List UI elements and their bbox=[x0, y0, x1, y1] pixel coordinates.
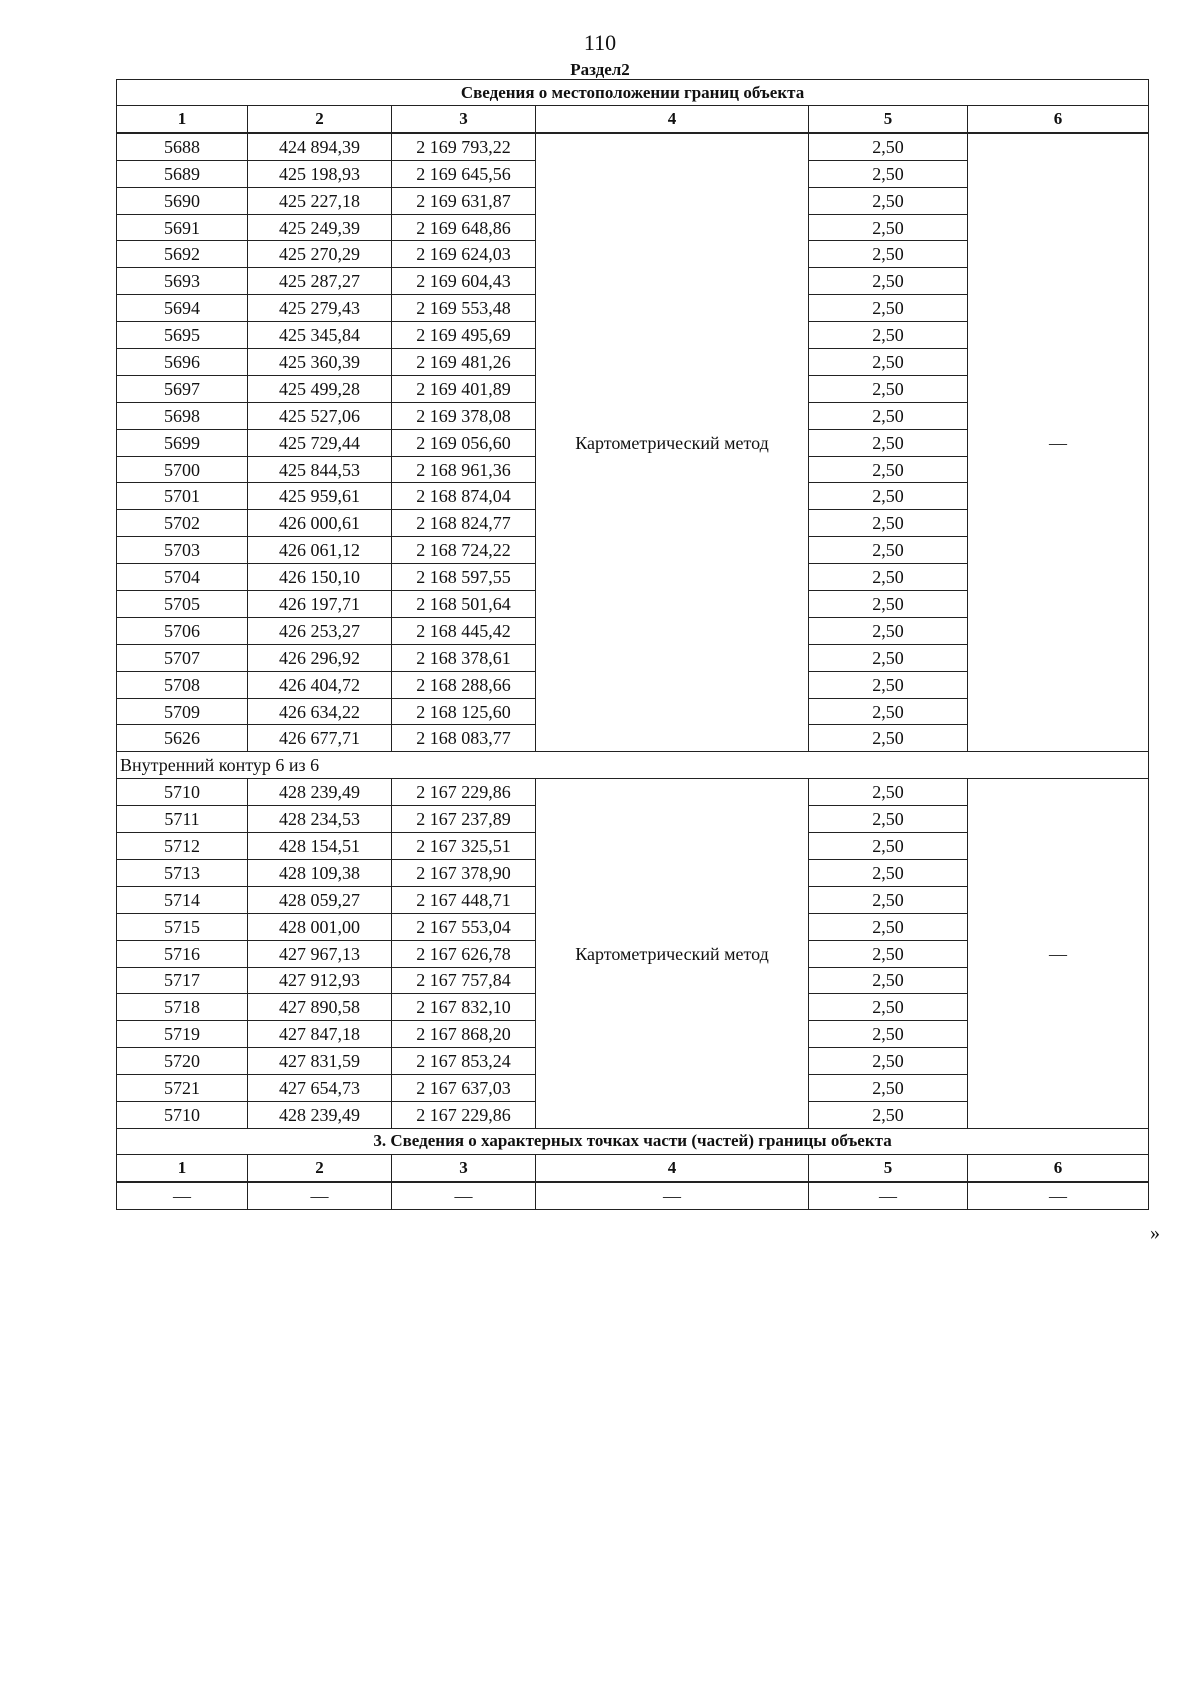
y-coordinate-cell: 2 167 229,86 bbox=[392, 1101, 536, 1128]
y-coordinate-cell: 2 167 637,03 bbox=[392, 1075, 536, 1102]
accuracy-cell: 2,50 bbox=[809, 187, 968, 214]
table-title: Сведения о местоположении границ объекта bbox=[117, 80, 1149, 106]
x-coordinate-cell: 428 109,38 bbox=[248, 859, 392, 886]
accuracy-cell: 2,50 bbox=[809, 1075, 968, 1102]
point-number-cell: 5719 bbox=[117, 1021, 248, 1048]
accuracy-cell: 2,50 bbox=[809, 833, 968, 860]
point-number-cell: 5701 bbox=[117, 483, 248, 510]
accuracy-cell: 2,50 bbox=[809, 1021, 968, 1048]
x-coordinate-cell: 428 239,49 bbox=[248, 779, 392, 806]
accuracy-cell: 2,50 bbox=[809, 456, 968, 483]
x-coordinate-cell: 428 234,53 bbox=[248, 806, 392, 833]
y-coordinate-cell: 2 168 445,42 bbox=[392, 617, 536, 644]
contour-label: Внутренний контур 6 из 6 bbox=[117, 752, 1149, 779]
x-coordinate-cell: 425 527,06 bbox=[248, 402, 392, 429]
accuracy-cell: 2,50 bbox=[809, 859, 968, 886]
x-coordinate-cell: 425 729,44 bbox=[248, 429, 392, 456]
column-number: 5 bbox=[809, 1154, 968, 1181]
y-coordinate-cell: 2 169 631,87 bbox=[392, 187, 536, 214]
x-coordinate-cell: 426 677,71 bbox=[248, 725, 392, 752]
point-number-cell: 5706 bbox=[117, 617, 248, 644]
contour-row bbox=[117, 752, 1149, 779]
accuracy-cell: 2,50 bbox=[809, 591, 968, 618]
accuracy-cell: 2,50 bbox=[809, 725, 968, 752]
x-coordinate-cell: 425 279,43 bbox=[248, 295, 392, 322]
y-coordinate-cell: 2 168 501,64 bbox=[392, 591, 536, 618]
x-coordinate-cell: 426 000,61 bbox=[248, 510, 392, 537]
accuracy-cell: 2,50 bbox=[809, 1101, 968, 1128]
accuracy-cell: 2,50 bbox=[809, 322, 968, 349]
point-number-cell: 5711 bbox=[117, 806, 248, 833]
point-number-cell: 5710 bbox=[117, 779, 248, 806]
accuracy-cell: 2,50 bbox=[809, 429, 968, 456]
point-number-cell: 5699 bbox=[117, 429, 248, 456]
accuracy-cell: 2,50 bbox=[809, 483, 968, 510]
accuracy-cell: 2,50 bbox=[809, 806, 968, 833]
point-number-cell: 5708 bbox=[117, 671, 248, 698]
empty-cell: — bbox=[392, 1182, 536, 1209]
y-coordinate-cell: 2 168 597,55 bbox=[392, 564, 536, 591]
x-coordinate-cell: 425 844,53 bbox=[248, 456, 392, 483]
x-coordinate-cell: 426 634,22 bbox=[248, 698, 392, 725]
x-coordinate-cell: 428 059,27 bbox=[248, 886, 392, 913]
accuracy-cell: 2,50 bbox=[809, 994, 968, 1021]
column-number: 4 bbox=[536, 1154, 809, 1181]
y-coordinate-cell: 2 168 125,60 bbox=[392, 698, 536, 725]
method-cell: Картометрический метод bbox=[536, 133, 809, 752]
column-number: 1 bbox=[117, 1154, 248, 1181]
y-coordinate-cell: 2 168 378,61 bbox=[392, 644, 536, 671]
point-number-cell: 5700 bbox=[117, 456, 248, 483]
y-coordinate-cell: 2 168 288,66 bbox=[392, 671, 536, 698]
point-number-cell: 5690 bbox=[117, 187, 248, 214]
section-label: Раздел2 bbox=[570, 60, 630, 79]
accuracy-cell: 2,50 bbox=[809, 913, 968, 940]
y-coordinate-cell: 2 167 553,04 bbox=[392, 913, 536, 940]
point-number-cell: 5689 bbox=[117, 160, 248, 187]
point-number-cell: 5703 bbox=[117, 537, 248, 564]
point-number-cell: 5698 bbox=[117, 402, 248, 429]
point-number-cell: 5705 bbox=[117, 591, 248, 618]
accuracy-cell: 2,50 bbox=[809, 133, 968, 160]
x-coordinate-cell: 427 890,58 bbox=[248, 994, 392, 1021]
y-coordinate-cell: 2 169 401,89 bbox=[392, 375, 536, 402]
point-number-cell: 5717 bbox=[117, 967, 248, 994]
description-cell: — bbox=[968, 133, 1149, 752]
point-number-cell: 5715 bbox=[117, 913, 248, 940]
point-number-cell: 5691 bbox=[117, 214, 248, 241]
y-coordinate-cell: 2 169 604,43 bbox=[392, 268, 536, 295]
x-coordinate-cell: 425 287,27 bbox=[248, 268, 392, 295]
y-coordinate-cell: 2 167 868,20 bbox=[392, 1021, 536, 1048]
x-coordinate-cell: 428 239,49 bbox=[248, 1101, 392, 1128]
y-coordinate-cell: 2 167 237,89 bbox=[392, 806, 536, 833]
x-coordinate-cell: 427 847,18 bbox=[248, 1021, 392, 1048]
x-coordinate-cell: 425 198,93 bbox=[248, 160, 392, 187]
point-number-cell: 5695 bbox=[117, 322, 248, 349]
accuracy-cell: 2,50 bbox=[809, 967, 968, 994]
boundary-table bbox=[116, 79, 1149, 1210]
column-number: 6 bbox=[968, 1154, 1149, 1181]
y-coordinate-cell: 2 168 724,22 bbox=[392, 537, 536, 564]
table-row bbox=[117, 779, 1149, 806]
x-coordinate-cell: 425 249,39 bbox=[248, 214, 392, 241]
point-number-cell: 5707 bbox=[117, 644, 248, 671]
accuracy-cell: 2,50 bbox=[809, 160, 968, 187]
parts-section bbox=[117, 1128, 1149, 1209]
x-coordinate-cell: 428 154,51 bbox=[248, 833, 392, 860]
x-coordinate-cell: 426 404,72 bbox=[248, 671, 392, 698]
y-coordinate-cell: 2 167 378,90 bbox=[392, 859, 536, 886]
accuracy-cell: 2,50 bbox=[809, 564, 968, 591]
x-coordinate-cell: 425 270,29 bbox=[248, 241, 392, 268]
y-coordinate-cell: 2 169 648,86 bbox=[392, 214, 536, 241]
point-number-cell: 5702 bbox=[117, 510, 248, 537]
point-number-cell: 5713 bbox=[117, 859, 248, 886]
column-number: 6 bbox=[968, 106, 1149, 133]
y-coordinate-cell: 2 167 626,78 bbox=[392, 940, 536, 967]
column-number: 5 bbox=[809, 106, 968, 133]
point-number-cell: 5718 bbox=[117, 994, 248, 1021]
empty-cell: — bbox=[117, 1182, 248, 1209]
column-number: 3 bbox=[392, 106, 536, 133]
x-coordinate-cell: 426 296,92 bbox=[248, 644, 392, 671]
empty-cell: — bbox=[809, 1182, 968, 1209]
y-coordinate-cell: 2 167 832,10 bbox=[392, 994, 536, 1021]
y-coordinate-cell: 2 167 229,86 bbox=[392, 779, 536, 806]
accuracy-cell: 2,50 bbox=[809, 295, 968, 322]
point-number-cell: 5721 bbox=[117, 1075, 248, 1102]
y-coordinate-cell: 2 168 083,77 bbox=[392, 725, 536, 752]
empty-cell: — bbox=[536, 1182, 809, 1209]
accuracy-cell: 2,50 bbox=[809, 940, 968, 967]
point-number-cell: 5712 bbox=[117, 833, 248, 860]
accuracy-cell: 2,50 bbox=[809, 375, 968, 402]
column-number: 3 bbox=[392, 1154, 536, 1181]
column-number: 4 bbox=[536, 106, 809, 133]
x-coordinate-cell: 427 967,13 bbox=[248, 940, 392, 967]
accuracy-cell: 2,50 bbox=[809, 886, 968, 913]
empty-cell: — bbox=[968, 1182, 1149, 1209]
accuracy-cell: 2,50 bbox=[809, 402, 968, 429]
accuracy-cell: 2,50 bbox=[809, 671, 968, 698]
accuracy-cell: 2,50 bbox=[809, 644, 968, 671]
y-coordinate-cell: 2 169 624,03 bbox=[392, 241, 536, 268]
point-number-cell: 5688 bbox=[117, 133, 248, 160]
method-cell: Картометрический метод bbox=[536, 779, 809, 1129]
x-coordinate-cell: 426 150,10 bbox=[248, 564, 392, 591]
x-coordinate-cell: 425 345,84 bbox=[248, 322, 392, 349]
x-coordinate-cell: 427 831,59 bbox=[248, 1048, 392, 1075]
accuracy-cell: 2,50 bbox=[809, 241, 968, 268]
accuracy-cell: 2,50 bbox=[809, 779, 968, 806]
point-number-cell: 5704 bbox=[117, 564, 248, 591]
point-number-cell: 5709 bbox=[117, 698, 248, 725]
y-coordinate-cell: 2 168 824,77 bbox=[392, 510, 536, 537]
y-coordinate-cell: 2 169 378,08 bbox=[392, 402, 536, 429]
point-number-cell: 5694 bbox=[117, 295, 248, 322]
accuracy-cell: 2,50 bbox=[809, 537, 968, 564]
point-number-cell: 5626 bbox=[117, 725, 248, 752]
y-coordinate-cell: 2 169 481,26 bbox=[392, 349, 536, 376]
accuracy-cell: 2,50 bbox=[809, 214, 968, 241]
table-row bbox=[117, 1182, 1149, 1209]
accuracy-cell: 2,50 bbox=[809, 1048, 968, 1075]
point-number-cell: 5714 bbox=[117, 886, 248, 913]
parts-table-title: 3. Сведения о характерных точках части (частей) границы объекта bbox=[117, 1128, 1149, 1154]
empty-cell: — bbox=[248, 1182, 392, 1209]
point-number-cell: 5697 bbox=[117, 375, 248, 402]
point-number-cell: 5692 bbox=[117, 241, 248, 268]
x-coordinate-cell: 427 912,93 bbox=[248, 967, 392, 994]
y-coordinate-cell: 2 167 853,24 bbox=[392, 1048, 536, 1075]
y-coordinate-cell: 2 169 056,60 bbox=[392, 429, 536, 456]
x-coordinate-cell: 427 654,73 bbox=[248, 1075, 392, 1102]
x-coordinate-cell: 425 499,28 bbox=[248, 375, 392, 402]
table-row bbox=[117, 133, 1149, 160]
column-number: 2 bbox=[248, 1154, 392, 1181]
column-number: 2 bbox=[248, 106, 392, 133]
accuracy-cell: 2,50 bbox=[809, 268, 968, 295]
y-coordinate-cell: 2 169 495,69 bbox=[392, 322, 536, 349]
y-coordinate-cell: 2 168 874,04 bbox=[392, 483, 536, 510]
accuracy-cell: 2,50 bbox=[809, 698, 968, 725]
point-number-cell: 5720 bbox=[117, 1048, 248, 1075]
table-body bbox=[117, 133, 1149, 1128]
y-coordinate-cell: 2 167 757,84 bbox=[392, 967, 536, 994]
x-coordinate-cell: 426 253,27 bbox=[248, 617, 392, 644]
description-cell: — bbox=[968, 779, 1149, 1129]
x-coordinate-cell: 425 360,39 bbox=[248, 349, 392, 376]
y-coordinate-cell: 2 169 553,48 bbox=[392, 295, 536, 322]
accuracy-cell: 2,50 bbox=[809, 617, 968, 644]
x-coordinate-cell: 425 959,61 bbox=[248, 483, 392, 510]
y-coordinate-cell: 2 167 325,51 bbox=[392, 833, 536, 860]
x-coordinate-cell: 426 061,12 bbox=[248, 537, 392, 564]
point-number-cell: 5696 bbox=[117, 349, 248, 376]
point-number-cell: 5716 bbox=[117, 940, 248, 967]
accuracy-cell: 2,50 bbox=[809, 510, 968, 537]
accuracy-cell: 2,50 bbox=[809, 349, 968, 376]
y-coordinate-cell: 2 169 793,22 bbox=[392, 133, 536, 160]
y-coordinate-cell: 2 168 961,36 bbox=[392, 456, 536, 483]
y-coordinate-cell: 2 169 645,56 bbox=[392, 160, 536, 187]
point-number-cell: 5710 bbox=[117, 1101, 248, 1128]
x-coordinate-cell: 424 894,39 bbox=[248, 133, 392, 160]
closing-quote-mark: » bbox=[1150, 1222, 1160, 1244]
x-coordinate-cell: 426 197,71 bbox=[248, 591, 392, 618]
x-coordinate-cell: 425 227,18 bbox=[248, 187, 392, 214]
point-number-cell: 5693 bbox=[117, 268, 248, 295]
column-number: 1 bbox=[117, 106, 248, 133]
x-coordinate-cell: 428 001,00 bbox=[248, 913, 392, 940]
y-coordinate-cell: 2 167 448,71 bbox=[392, 886, 536, 913]
page-number: 110 bbox=[583, 30, 617, 55]
